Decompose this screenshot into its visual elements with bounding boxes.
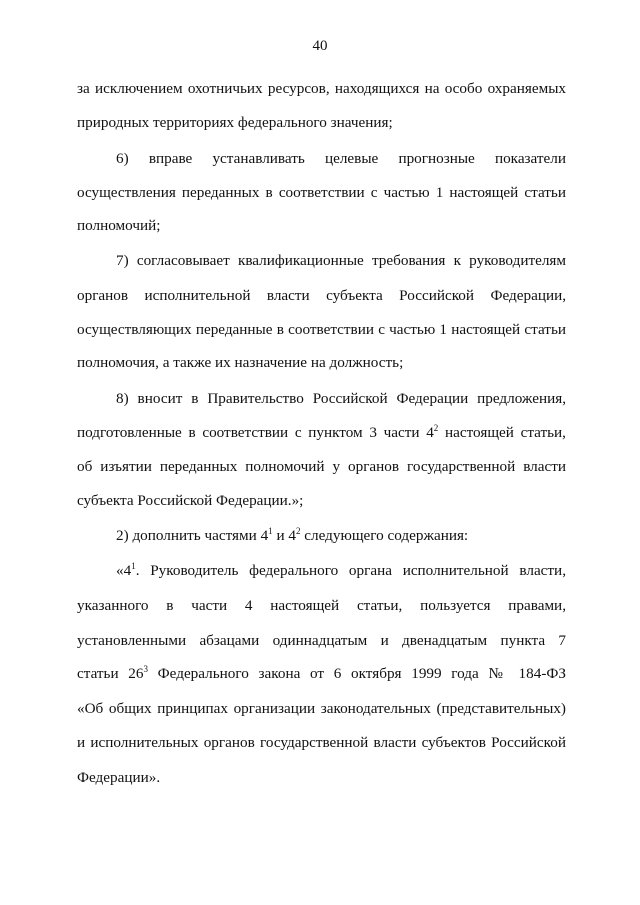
- text-line: «Об общих принципах организации законодательных (представительных): [77, 700, 566, 717]
- list-item-6: 6) вправе устанавливать целевые прогнозные показатели: [116, 150, 566, 167]
- list-item-8: 8) вносит в Правительство Российской Федерации предложения,: [116, 390, 566, 407]
- text-line: полномочия, а также их назначение на должность;: [77, 354, 404, 371]
- text-line-with-superscript: статьи $26^3$ Федерального закона от 6 октября 1999 года № 184-ФЗ: [77, 664, 566, 682]
- text-line: Федерации».: [77, 769, 161, 786]
- text-line: за исключением охотничьих ресурсов, находящихся на особо охраняемых: [77, 80, 566, 97]
- list-item-7: 7) согласовывает квалификационные требования к руководителям: [116, 252, 566, 269]
- amendment-item-2: 2) дополнить частями $4^1$ и $4^2$ следующего содержания:: [116, 526, 469, 544]
- text-line: органов исполнительной власти субъекта Российской Федерации,: [77, 287, 566, 304]
- text-line: осуществления переданных в соответствии с частью 1 настоящей статьи: [77, 184, 566, 201]
- text-line: осуществляющих переданные в соответствии с частью 1 настоящей статьи: [77, 321, 566, 338]
- text-line: и исполнительных органов государственной власти субъектов Российской: [77, 734, 566, 751]
- text-line: природных территориях федерального значения;: [77, 114, 393, 131]
- page-number: 40: [312, 38, 328, 54]
- text-line: указанного в части 4 настоящей статьи, пользуется правами,: [77, 597, 566, 614]
- text-line: полномочий;: [77, 217, 161, 234]
- text-line: установленными абзацами одиннадцатым и двенадцатым пункта 7: [77, 632, 566, 649]
- quoted-part-4-1: «$4^1$. Руководитель федерального органа исполнительной власти,: [116, 561, 566, 579]
- text-line: об изъятии переданных полномочий у органов государственной власти: [77, 458, 566, 475]
- text-line-with-superscript: подготовленные в соответствии с пунктом 3 части $4^2$ настоящей статьи,: [77, 423, 566, 441]
- text-line: субъекта Российской Федерации.»;: [77, 492, 304, 509]
